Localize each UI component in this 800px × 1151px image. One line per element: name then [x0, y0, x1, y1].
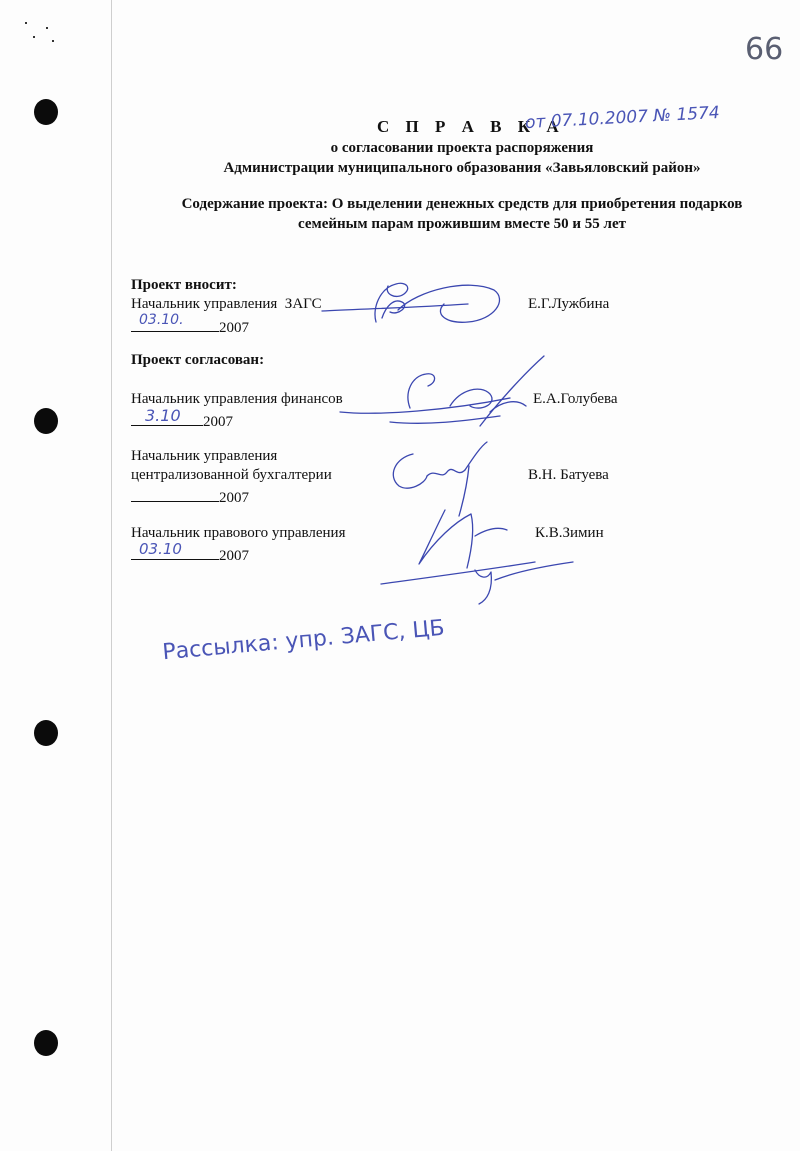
- signature-luzhbina: [318, 278, 508, 328]
- date-year: 2007: [219, 548, 249, 564]
- agreed-position-accounting-1: Начальник управления: [131, 448, 278, 464]
- content-line-1: Содержание проекта: О выделении денежных средств для приобретения подарков: [181, 196, 743, 212]
- agreed-name-accounting: В.Н. Батуева: [528, 467, 609, 483]
- agreed-date-finance: [131, 406, 233, 431]
- distribution-note: Рассылка: упр. ЗАГС, ЦБ: [161, 615, 446, 666]
- date-year: 2007: [219, 320, 249, 336]
- agreed-position-accounting-2: централизованной бухгалтерии: [131, 467, 332, 483]
- punch-hole: [34, 408, 58, 434]
- signature-zimin: [375, 500, 585, 610]
- date-blank: [131, 540, 219, 560]
- submitted-heading: Проект вносит:: [131, 277, 237, 293]
- subtitle-line-1: о согласовании проекта распоряжения: [330, 140, 594, 156]
- agreed-position-finance: Начальник управления финансов: [131, 391, 343, 407]
- document-title: С П Р А В К А: [377, 117, 565, 136]
- date-blank: [131, 486, 219, 502]
- signature-golubeva: [330, 350, 550, 440]
- scan-speck: [33, 36, 35, 38]
- scan-speck: [52, 40, 54, 42]
- date-blank: [131, 312, 219, 332]
- date-blank: [131, 406, 203, 426]
- page-number: 66: [745, 32, 784, 67]
- punch-hole: [34, 1030, 58, 1056]
- scan-speck: [25, 22, 27, 24]
- submitted-date: [131, 312, 249, 337]
- punch-hole: [34, 720, 58, 746]
- content-line-2: семейным парам прожившим вместе 50 и 55 лет: [298, 216, 626, 232]
- scan-speck: [46, 27, 48, 29]
- agreed-name-finance: Е.А.Голубева: [533, 391, 618, 407]
- submitted-name: Е.Г.Лужбина: [528, 296, 610, 312]
- date-year: 2007: [219, 490, 249, 506]
- submitted-position: Начальник управления ЗАГС: [131, 296, 322, 312]
- date-year: 2007: [203, 414, 233, 430]
- date-handwritten: 3.10: [145, 406, 181, 425]
- date-handwritten: 03.10: [139, 540, 182, 558]
- date-handwritten: 03.10.: [139, 312, 184, 328]
- agreed-position-legal: Начальник правового управления: [131, 525, 346, 541]
- subtitle-line-2: Администрации муниципального образования «Завьяловский район»: [223, 160, 701, 176]
- handwritten-reference: от 07.10.2007 № 1574: [524, 102, 721, 134]
- agreed-heading: Проект согласован:: [131, 352, 265, 368]
- agreed-date-accounting: [131, 486, 249, 507]
- agreed-name-legal: К.В.Зимин: [535, 525, 604, 541]
- agreed-date-legal: [131, 540, 249, 565]
- punch-hole: [34, 99, 58, 125]
